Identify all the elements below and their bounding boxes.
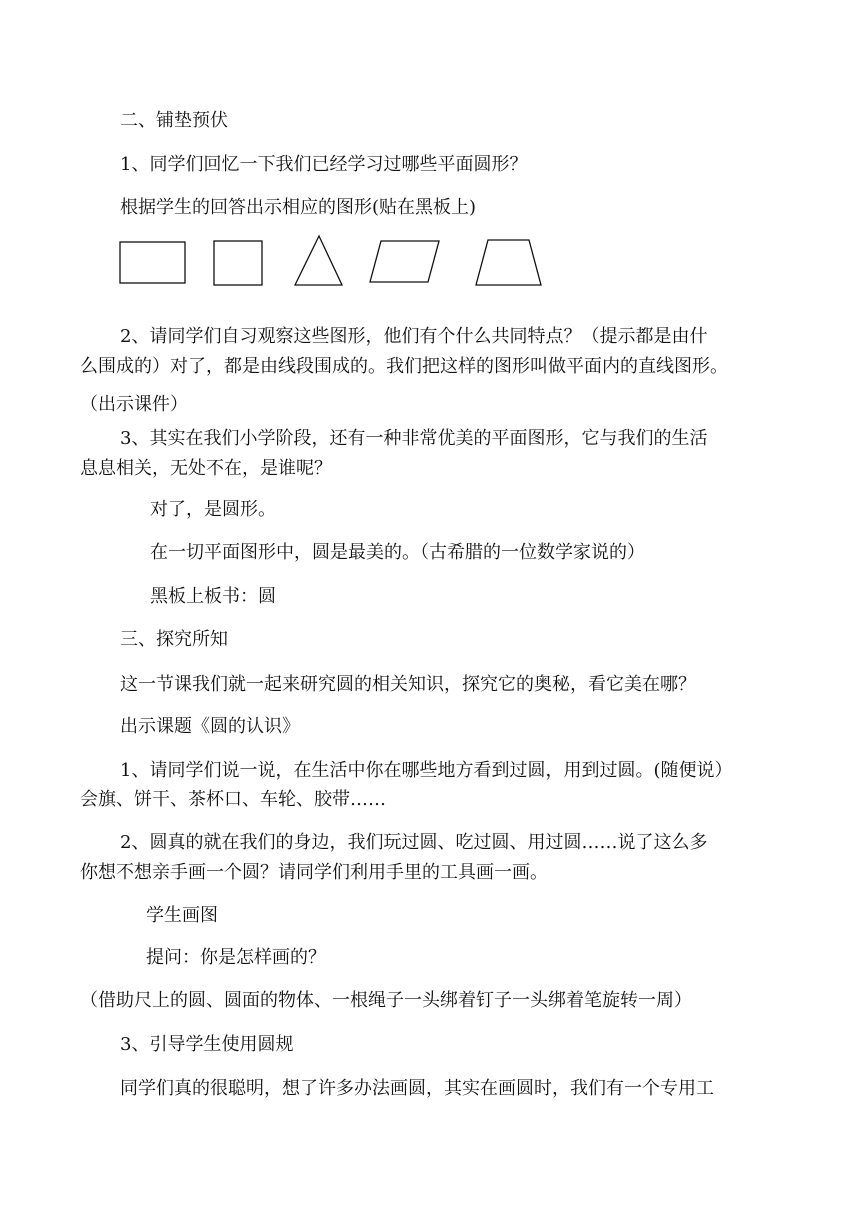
student-drawing: 学生画图 [146,905,218,926]
lesson-title: 出示课题《圆的认识》 [120,716,300,737]
question-2 [120,325,707,349]
section-heading-3: 三、探究所知 [120,629,228,650]
question-2-line-1: 2、请同学们自习观察这些图形，他们有个什么共同特点？（提示都是由什 [120,326,708,347]
question-1-note: 根据学生的回答出示相应的图形(贴在黑板上) [120,197,477,218]
point-2-line-1: 2、圆真的就在我们的身边，我们玩过圆、吃过圆、用过圆……说了这么多 [120,832,708,853]
question-3-line-2: 息息相关，无处不在，是谁呢？ [80,458,332,479]
question-1: 1、同学们回忆一下我们已经学习过哪些平面圆形？ [120,154,528,175]
parallelogram-shape [370,241,439,282]
teacher-question: 提问：你是怎样画的？ [146,947,326,968]
point-1-line-2: 会旗、饼干、茶杯口、车轮、胶带…… [80,789,386,810]
answer-quote: 在一切平面图形中，圆是最美的。（古希腊的一位数学家说的） [150,542,645,563]
blackboard-note: 黑板上板书：圆 [150,586,276,607]
drawing-methods: （借助尺上的圆、圆面的物体、一根绳子一头绑着钉子一头绑着笔旋转一周） [80,990,692,1011]
section-heading-2: 二、铺垫预伏 [120,110,228,131]
point-2-line-2: 你想不想亲手画一个圆？请同学们利用手里的工具画一画。 [80,862,548,883]
triangle-shape [295,236,342,285]
question-2-line-2: 么围成的）对了，都是由线段围成的。我们把这样的图形叫做平面内的直线图形。 [80,356,728,377]
question-3-line-1: 3、其实在我们小学阶段，还有一种非常优美的平面图形，它与我们的生活 [120,428,708,449]
trapezoid-shape [476,240,541,285]
square-shape [214,241,262,285]
question-2-cont [80,355,728,417]
section-3-intro: 这一节课我们就一起来研究圆的相关知识，探究它的奥秘，看它美在哪？ [120,674,696,695]
point-1-line-1: 1、请同学们说一说，在生活中你在哪些地方看到过圆，用到过圆。(随便说） [120,760,733,781]
answer-circle: 对了，是圆形。 [150,499,276,520]
point-3-text: 同学们真的很聪明，想了许多办法画圆，其实在画圆时，我们有一个专用工 [120,1078,714,1099]
plane-shapes-figure [0,0,860,300]
rectangle-shape [120,242,185,283]
question-2-line-3: （出示课件） [80,394,188,415]
point-3: 3、引导学生使用圆规 [120,1034,294,1055]
